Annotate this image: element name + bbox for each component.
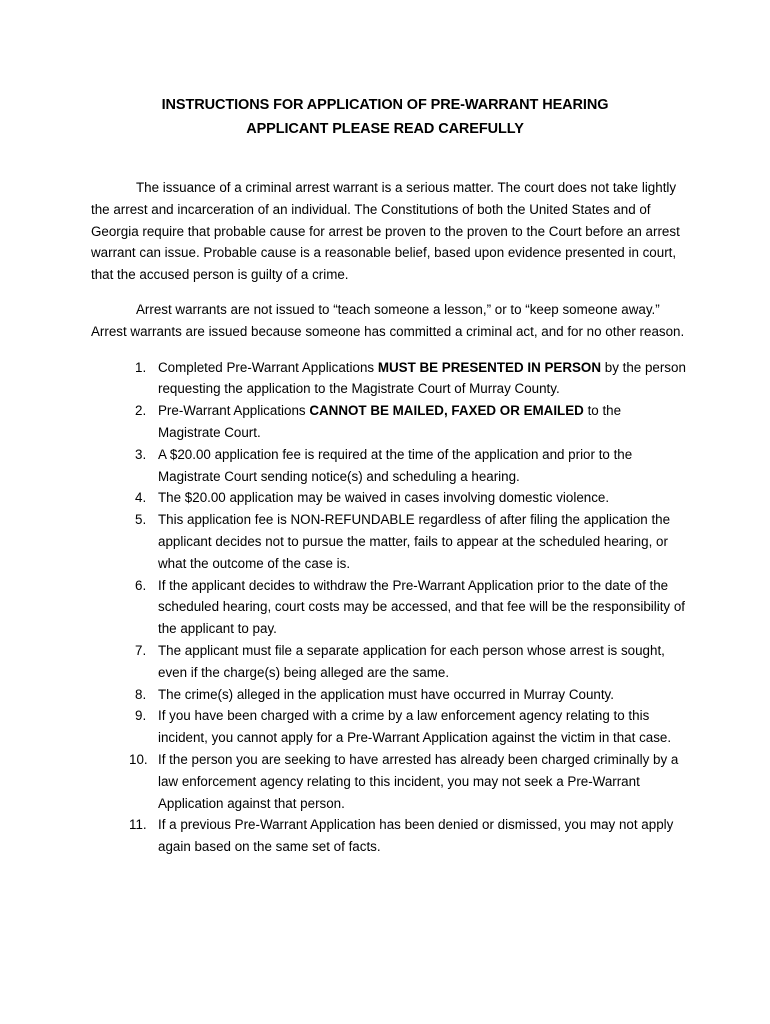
list-item-number: 6.: [135, 577, 147, 593]
list-item-number: 8.: [135, 686, 147, 702]
list-item-number: 10.: [129, 751, 148, 767]
list-item: [91, 684, 686, 706]
list-item: [91, 814, 686, 858]
list-item-text: by the person requesting the application to the Magistrate Court of Murray County.: [158, 359, 686, 397]
list-item-text: If the person you are seeking to have arrested has already been charged criminally by a law enforcement agency relating to this incident, you may not seek a Pre-Warrant Application against that person.: [158, 751, 679, 811]
list-item-number: 3.: [135, 446, 147, 462]
list-item-number: 1.: [135, 359, 147, 375]
list-item-number: 9.: [135, 708, 147, 724]
list-item: [91, 444, 686, 488]
list-item-number: 7.: [135, 642, 147, 658]
list-item-text: This application fee is NON-REFUNDABLE regardless of after filing the application the applicant decides not to pursue the matter, fails to appear at the scheduled hearing, or what the outcome of the case is.: [158, 512, 671, 571]
list-item: [91, 357, 686, 401]
list-item: [91, 705, 686, 749]
list-item-number: 11.: [129, 817, 147, 833]
list-item: [91, 487, 686, 509]
list-item-text: A $20.00 application fee is required at the time of the application and prior to the Magistrate Court sending notice(s) and scheduling a hearing.: [158, 446, 633, 484]
list-item: [91, 509, 686, 574]
title-line-2: APPLICANT PLEASE READ CAREFULLY: [246, 121, 524, 137]
list-item-text: If you have been charged with a crime by a law enforcement agency relating to this incident, you cannot apply for a Pre-Warrant Application against the victim in that case.: [158, 708, 672, 746]
list-item-text: If the applicant decides to withdraw the Pre-Warrant Application prior to the date of the scheduled hearing, court costs may be accessed, and that fee will be the responsibility of the applicant to pay.: [158, 577, 685, 637]
instructions-list: [91, 357, 686, 858]
list-item-emphasis: MUST BE PRESENTED IN PERSON: [377, 359, 602, 375]
title-line-1: INSTRUCTIONS FOR APPLICATION OF PRE-WARRANT HEARING: [161, 97, 609, 113]
list-item-text: If a previous Pre-Warrant Application has been denied or dismissed, you may not apply again based on the same set of facts.: [158, 817, 674, 855]
document-title: [0, 93, 770, 141]
list-item: [91, 400, 686, 444]
list-item-text: The applicant must file a separate application for each person whose arrest is sought, even if the charge(s) being alleged are the same.: [158, 642, 665, 680]
list-item: [91, 575, 686, 640]
intro-paragraph: The issuance of a criminal arrest warrant is a serious matter. The court does not take lightly the arrest and incarceration of an individual. The Constitutions of both the United States and of Georgia require that probable cause for arrest be proven to the proven to the Court before an arrest warrant can issue. Probable cause is a reasonable belief, based upon evidence presented in court, that the accused person is guilty of a crime.: [91, 180, 680, 283]
list-item-text: The crime(s) alleged in the application must have occurred in Murray County.: [158, 686, 614, 702]
warrant-purpose-paragraph: Arrest warrants are not issued to “teach someone a lesson,” or to “keep someone away.” Arrest warrants are issued because someone has committed a criminal act, and for no other reason.: [91, 301, 685, 339]
list-item-text: The $20.00 application may be waived in cases involving domestic violence.: [158, 490, 610, 506]
list-item-emphasis: CANNOT BE MAILED, FAXED OR EMAILED: [309, 403, 584, 419]
list-item: [91, 640, 686, 684]
list-item-number: 4.: [135, 490, 147, 506]
list-item-text: to the Magistrate Court.: [158, 403, 622, 440]
list-item-number: 2.: [135, 403, 147, 419]
list-item-number: 5.: [135, 512, 147, 528]
list-item: [91, 749, 686, 814]
list-item-text: Pre-Warrant Applications: [158, 403, 310, 419]
document-body: [91, 177, 686, 858]
list-item-text: Completed Pre-Warrant Applications: [158, 359, 378, 375]
